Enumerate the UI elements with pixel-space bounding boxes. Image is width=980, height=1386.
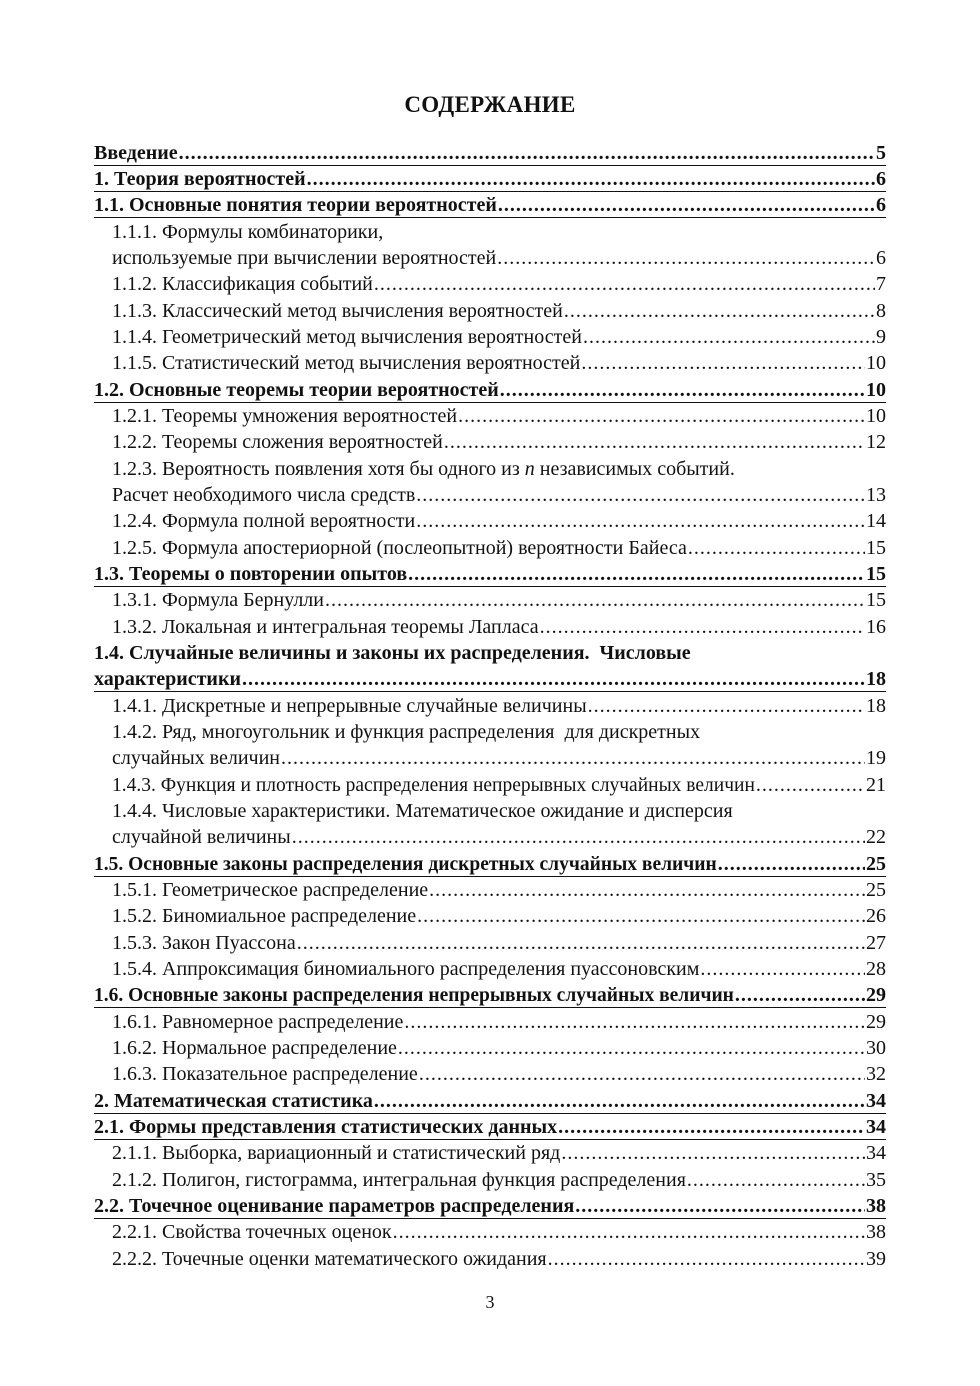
toc-entry-1-1-1-line2[interactable] [112,245,886,271]
toc-entry-page: 35 [866,1169,886,1191]
toc-entry-page: 39 [866,1248,886,1270]
toc-entry-title: 2.1.2. Полигон, гистограмма, интегральная функция распределения [112,1169,686,1191]
toc-entry-1-2-2[interactable] [112,429,886,455]
toc-entry-chapter-1[interactable] [94,166,886,192]
toc-entry-page: 28 [866,958,886,980]
toc-entry-title: 1.6.3. Показательное распределение [112,1063,418,1085]
toc-entry-page: 8 [876,300,886,322]
toc-entry-title: 1.4.4. Числовые характеристики. Математическое ожидание и дисперсия [112,800,733,822]
toc-entry-title: 2.2.2. Точечные оценки математического ожидания [112,1248,547,1270]
toc-entry-page: 6 [876,168,886,190]
dot-leader [498,192,875,218]
dot-leader [398,1035,865,1061]
toc-entry-1-5-1[interactable] [112,877,886,903]
toc-entry-section-2-1[interactable] [94,1114,886,1140]
toc-entry-title: 1.3. Теоремы о повторении опытов [94,563,408,585]
toc-entry-page: 15 [866,563,886,585]
toc-entry-1-4-4-line1[interactable] [112,798,886,824]
dot-leader [297,930,865,956]
toc-entry-1-4-2-line1[interactable] [112,719,886,745]
dot-leader [561,1140,865,1166]
dot-leader [700,956,865,982]
toc-entry-title: 1.2.1. Теоремы умножения вероятностей [112,405,458,427]
toc-entry-page: 10 [866,379,886,401]
toc-entry-title: 1.6.1. Равномерное распределение [112,1011,404,1033]
toc-entry-page: 15 [866,537,886,559]
toc-entry-1-2-1[interactable] [112,403,886,429]
dot-leader [735,982,865,1008]
toc-entry-chapter-2[interactable] [94,1088,886,1114]
dot-leader [374,1088,865,1114]
toc-entry-page: 19 [866,747,886,769]
toc-entry-title: 1.5. Основные законы распределения дискретных случайных величин [94,854,717,875]
toc-entry-title: 1.1.3. Классический метод вычисления вероятностей [112,300,563,322]
toc-entry-page: 38 [866,1221,886,1243]
toc-entry-page: 30 [866,1037,886,1059]
dot-leader [540,614,865,640]
toc-entry-page: 27 [866,932,886,954]
dot-leader [281,745,865,771]
toc-entry-1-3-2[interactable] [112,614,886,640]
toc-entry-page: 16 [866,616,886,638]
toc-entry-title: 1.3.2. Локальная и интегральная теоремы Лапласа [112,616,539,638]
dot-leader [408,561,865,587]
dot-leader [497,245,875,271]
toc-entry-title: 1.5.2. Биномиальное распределение [112,905,417,927]
toc-entry-page: 18 [866,668,886,690]
toc-entry-1-4-2-line2[interactable] [112,745,886,771]
dot-leader [292,824,865,850]
dot-leader [419,1061,865,1087]
toc-entry-1-2-3-line1[interactable] [112,456,886,482]
toc-entry-page: 26 [866,905,886,927]
toc-entry-title: 2.2. Точечное оценивание параметров распределения [94,1195,575,1217]
toc-entry-page: 6 [876,194,886,216]
toc-entry-title: 1.4. Случайные величины и законы их распределения. Числовые [94,642,691,664]
toc-entry-title: 1.2.2. Теоремы сложения вероятностей [112,431,443,453]
toc-entry-title: 1.4.3. Функция и плотность распределения непрерывных случайных величин [112,775,755,796]
toc-entry-page: 12 [866,431,886,453]
toc-entry-2-2-1[interactable] [112,1219,886,1245]
toc-entry-title: используемые при вычислении вероятностей [112,247,497,269]
toc-entry-title: 1.1. Основные понятия теории вероятностей [94,194,497,216]
dot-leader [416,508,865,534]
toc-entry-section-1-5[interactable] [94,851,886,877]
toc-entry-title: 1.6. Основные законы распределения непрерывных случайных величин [94,985,734,1006]
dot-leader [307,166,875,192]
toc-entry-page: 29 [866,984,886,1006]
toc-entry-page: 34 [866,1090,886,1112]
dot-leader [325,587,865,613]
toc-entry-1-4-3[interactable] [112,772,886,798]
dot-leader [393,1219,865,1245]
dot-leader [458,403,865,429]
toc-entry-1-3-1[interactable] [112,587,886,613]
toc-entry-section-1-4-line1[interactable] [94,640,886,666]
toc-entry-title: 1.2.5. Формула апостериорной (послеопытной) вероятности Байеса [112,537,687,559]
toc-entry-1-4-1[interactable] [112,693,886,719]
dot-leader [500,377,865,403]
title-part: независимых событий. [534,458,735,480]
dot-leader [558,1114,865,1140]
toc-entry-title: 1.4.2. Ряд, многоугольник и функция распределения для дискретных [112,721,701,743]
toc-entry-page: 13 [866,484,886,506]
toc-entry-title: 1.1.1. Формулы комбинаторики, [112,221,384,243]
dot-leader [416,482,865,508]
toc-entry-title: 1.4.1. Дискретные и непрерывные случайные величины [112,695,587,717]
toc-entry-page: 34 [866,1116,886,1138]
toc-entry-page: 10 [866,352,886,374]
toc-entry-1-1-2[interactable] [112,271,886,297]
toc-entry-introduction[interactable] [94,140,886,166]
toc-entry-1-6-3[interactable] [112,1061,886,1087]
toc-entry-page: 21 [866,774,886,796]
dot-leader [417,903,865,929]
toc-entry-page: 25 [866,879,886,901]
dot-leader [688,535,865,561]
toc-entry-title: 2.1.1. Выборка, вариационный и статистический ряд [112,1142,561,1164]
toc-entry-page: 32 [866,1063,886,1085]
toc-entry-title: 1.6.2. Нормальное распределение [112,1037,397,1059]
toc-entry-title: 1.2. Основные теоремы теории вероятностей [94,379,499,401]
toc-entry-page: 34 [866,1142,886,1164]
toc-entry-page: 6 [876,247,886,269]
toc-entry-title: случайной величины [112,826,291,848]
toc-entry-page: 29 [866,1011,886,1033]
toc-entry-title: 1.1.5. Статистический метод вычисления вероятностей [112,352,581,374]
toc-entry-section-1-4-line2[interactable] [94,666,886,692]
dot-leader [404,1009,865,1035]
dot-leader [548,1246,865,1272]
toc-entry-section-2-2[interactable] [94,1193,886,1219]
toc-entry-1-5-3[interactable] [112,930,886,956]
toc-entry-title: 2.2.1. Свойства точечных оценок [112,1221,392,1243]
dot-leader [581,350,865,376]
toc-entry-title: 1.3.1. Формула Бернулли [112,589,324,611]
toc-entry-1-4-4-line2[interactable] [112,824,886,850]
dot-leader [374,271,875,297]
dot-leader [564,298,875,324]
toc-entry-page: 18 [866,695,886,717]
title-part: 1.2.3. Вероятность появления хотя бы одного из [112,458,525,480]
toc-entry-page: 10 [866,405,886,427]
toc-entry-2-1-1[interactable] [112,1140,886,1166]
toc-entry-1-6-1[interactable] [112,1009,886,1035]
toc-entry-title: 1.5.4. Аппроксимация биномиального распределения пуассоновским [112,958,700,980]
toc-entry-page: 5 [876,142,886,164]
toc-entry-title: 1. Теория вероятностей [94,168,306,190]
toc-entry-title: Расчет необходимого числа средств [112,484,416,506]
dot-leader [588,693,865,719]
toc-entry-1-1-4[interactable] [112,324,886,350]
toc-entry-title: случайных величин [112,747,280,769]
toc-entry-title: 2. Математическая статистика [94,1090,373,1112]
dot-leader [242,666,865,692]
toc-entry-1-5-2[interactable] [112,903,886,929]
page-number: 3 [485,1292,495,1312]
dot-leader [756,772,865,798]
dot-leader [179,140,875,166]
toc-entry-title: 1.1.2. Классификация событий [112,273,373,295]
toc-entry-title: Введение [94,142,178,164]
toc-entry-section-1-6[interactable] [94,982,886,1008]
toc-entry-page: 14 [866,510,886,532]
toc-entry-section-1-3[interactable] [94,561,886,587]
dot-leader [687,1167,865,1193]
toc-entry-page: 9 [876,326,886,348]
toc-entry-section-1-2[interactable] [94,377,886,403]
dot-leader [429,877,865,903]
toc-entry-1-6-2[interactable] [112,1035,886,1061]
dot-leader [718,851,865,877]
toc-entry-page: 38 [866,1195,886,1217]
toc-entry-page: 22 [866,826,886,848]
toc-entry-title: характеристики [94,668,242,690]
dot-leader [583,324,875,350]
toc-entry-title [112,458,735,480]
toc-entry-page: 25 [866,853,886,875]
toc-entry-1-2-4[interactable] [112,508,886,534]
toc-entry-page: 15 [866,589,886,611]
page-title: СОДЕРЖАНИЕ [404,92,576,117]
toc-entry-section-1-1[interactable] [94,192,886,218]
toc-entry-1-1-3[interactable] [112,298,886,324]
toc-entry-1-1-5[interactable] [112,350,886,376]
toc-entry-page: 7 [876,273,886,295]
toc-entry-title: 1.5.3. Закон Пуассона [112,932,296,954]
toc-entry-title: 1.5.1. Геометрическое распределение [112,879,429,901]
toc-entry-1-1-1-line1[interactable] [112,219,886,245]
toc-entry-title: 1.1.4. Геометрический метод вычисления вероятностей [112,326,582,348]
dot-leader [444,429,865,455]
toc-entry-title: 1.2.4. Формула полной вероятности [112,510,416,532]
toc-entry-2-1-2[interactable] [112,1167,886,1193]
toc-entry-2-2-2[interactable] [112,1246,886,1272]
toc-entry-1-5-4[interactable] [112,956,886,982]
title-italic-var: n [524,458,535,480]
toc-entry-1-2-5[interactable] [112,535,886,561]
toc-entry-1-2-3-line2[interactable] [112,482,886,508]
toc-entry-title: 2.1. Формы представления статистических данных [94,1116,558,1138]
dot-leader [575,1193,865,1219]
